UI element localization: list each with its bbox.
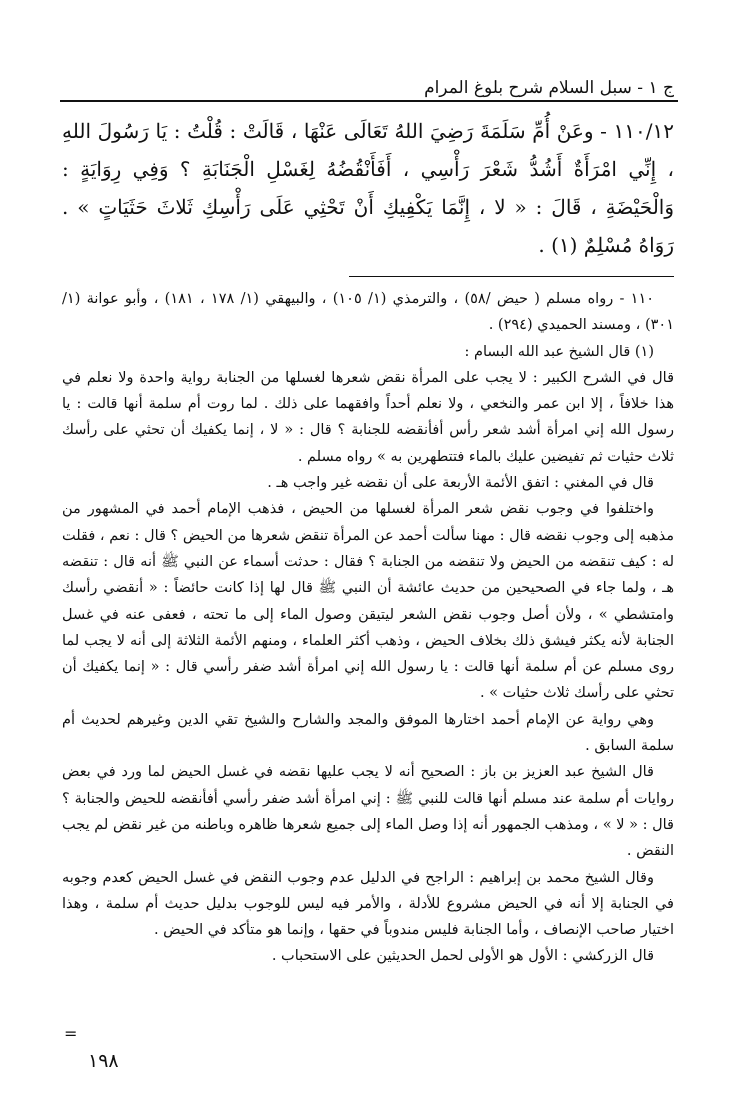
footnote-separator <box>349 276 674 277</box>
continuation-mark: = <box>64 1024 78 1043</box>
footnote-paragraph: واختلفوا في وجوب نقض شعر المرأة لغسلها من الحيض ، فذهب الإمام أحمد في المشهور من مذهبه إلى وجوب نقضه قال : مهنا سألت أحمد عن المرأة تنقض شعرها من الحيض ؟ قال : نعم ، فقلت له : كيف تنقضه من الحيض ولا تنقضه من الجنابة ؟ فقال : حدثت أسماء عن النبي ﷺ أنه قال : تنقضه هـ ، ولما جاء في الصحيحين من حديث عائشة أن النبي ﷺ قال لها إذا كانت حائضاً : « أنقضي رأسك وامتشطي » ، ولأن أصل وجوب نقض الشعر ليتيقن وصول الماء إلى ما تحته ، فعفى عنه في غسل الجنابة لأنه يكثر فيشق ذلك بخلاف الحيض ، وذهب أكثر العلماء ، ومنهم الأئمة الثلاثة إلى أنه لا يجب لما روى مسلم عن أم سلمة أنها قالت : يا رسول الله إني امرأة أشد ضفر رأسي قال : « إنما يكفيك أن تحثي على رأسك ثلاث حثيات » . <box>62 501 674 702</box>
footnote-paragraph: قال الشيخ عبد العزيز بن باز : الصحيح أنه لا يجب عليها نقضه في غسل الحيض لما ورد في بعض روايات أم سلمة عند مسلم أنها قالت للنبي ﷺ : إني امرأة أشد ضفر رأسي أفأنقضه للحيض والجنابة ؟ قال : « لا » ، ومذهب الجمهور أنه إذا وصل الماء إلى جميع شعرها ظاهره وباطنه من غير نقض لم يجب النقض . <box>62 764 675 860</box>
footnote-paragraph: وهي رواية عن الإمام أحمد اختارها الموفق والمجد والشارح والشيخ تقي الدين وغيرهم لحديث أم سلمة السابق . <box>62 711 674 755</box>
hadith-text: ١١٠/١٢ - وعَنْ أُمِّ سَلَمَةَ رَضِيَ اللهُ تَعَالَى عَنْهَا ، قَالَتْ : قُلْتُ : يَا رَسُولَ اللهِ ، إِنِّي امْرَأَةٌ أَشُدُّ شَعْرَ رَأْسِي ، أَفَأَنْقُضُهُ لِغَسْلِ الْجَنَابَةِ ؟ وَفِي رِوَايَةٍ : وَالْحَيْضَةِ ، قَالَ : « لا ، إِنَّمَا يَكْفِيكِ أَنْ تَحْثِي عَلَى رَأْسِكِ ثَلاثَ حَثَيَاتٍ » . رَوَاهُ مُسْلِمٌ (١) . <box>62 119 674 257</box>
running-header: ج ١ - سبل السلام شرح بلوغ المرام <box>424 78 674 98</box>
footnote-paragraph: ١١٠ - رواه مسلم ( حيض /٥٨) ، والترمذي (١/ ١٠٥) ، والبيهقي (١/ ١٧٨ ، ١٨١) ، وأبو عوانة (١/ ٣٠١) ، ومسند الحميدي (٢٩٤) . <box>62 291 674 334</box>
footnote-paragraph: (١) قال الشيخ عبد الله البسام : <box>464 343 654 360</box>
footnote-paragraph: قال في المغني : اتفق الأئمة الأربعة على أن نقضه غير واجب هـ . <box>267 475 654 492</box>
hadith-block <box>62 112 674 264</box>
page-number: ١٩٨ <box>88 1050 119 1072</box>
footnote-paragraph: وقال الشيخ محمد بن إبراهيم : الراجح في الدليل عدم وجوب النقض في غسل الحيض كعدم وجوبه في الجنابة إلا أنه في الحيض مشروع للأدلة ، والأمر فيه ليس للوجوب بدليل حديث أم سلمة ، وهذا اختيار صاحب الإنصاف ، وأما الجنابة فليس مندوباً في حقها ، وإنما هو متأكد في الحيض . <box>62 869 674 939</box>
footnote-paragraph: قال الزركشي : الأول هو الأولى لحمل الحديثين على الاستحباب . <box>271 948 654 965</box>
header-rule <box>60 100 678 102</box>
footnotes-block <box>62 286 674 970</box>
footnote-paragraph: قال في الشرح الكبير : لا يجب على المرأة نقض شعرها لغسلها من الجنابة رواية واحدة ولا نعلم في هذا خلافاً ، إلا ابن عمر والنخعي ، ولا نعلم أحداً وافقهما على ذلك . لما روت أم سلمة أنها قالت : يا رسول الله إني امرأة أشد شعر رأس أفأنقضه للجنابة ؟ قال : « لا ، إنما يكفيك أن تحثي على رأسك ثلاث حثيات ثم تفيضين عليك بالماء فتتطهرين به » رواه مسلم . <box>62 369 674 465</box>
